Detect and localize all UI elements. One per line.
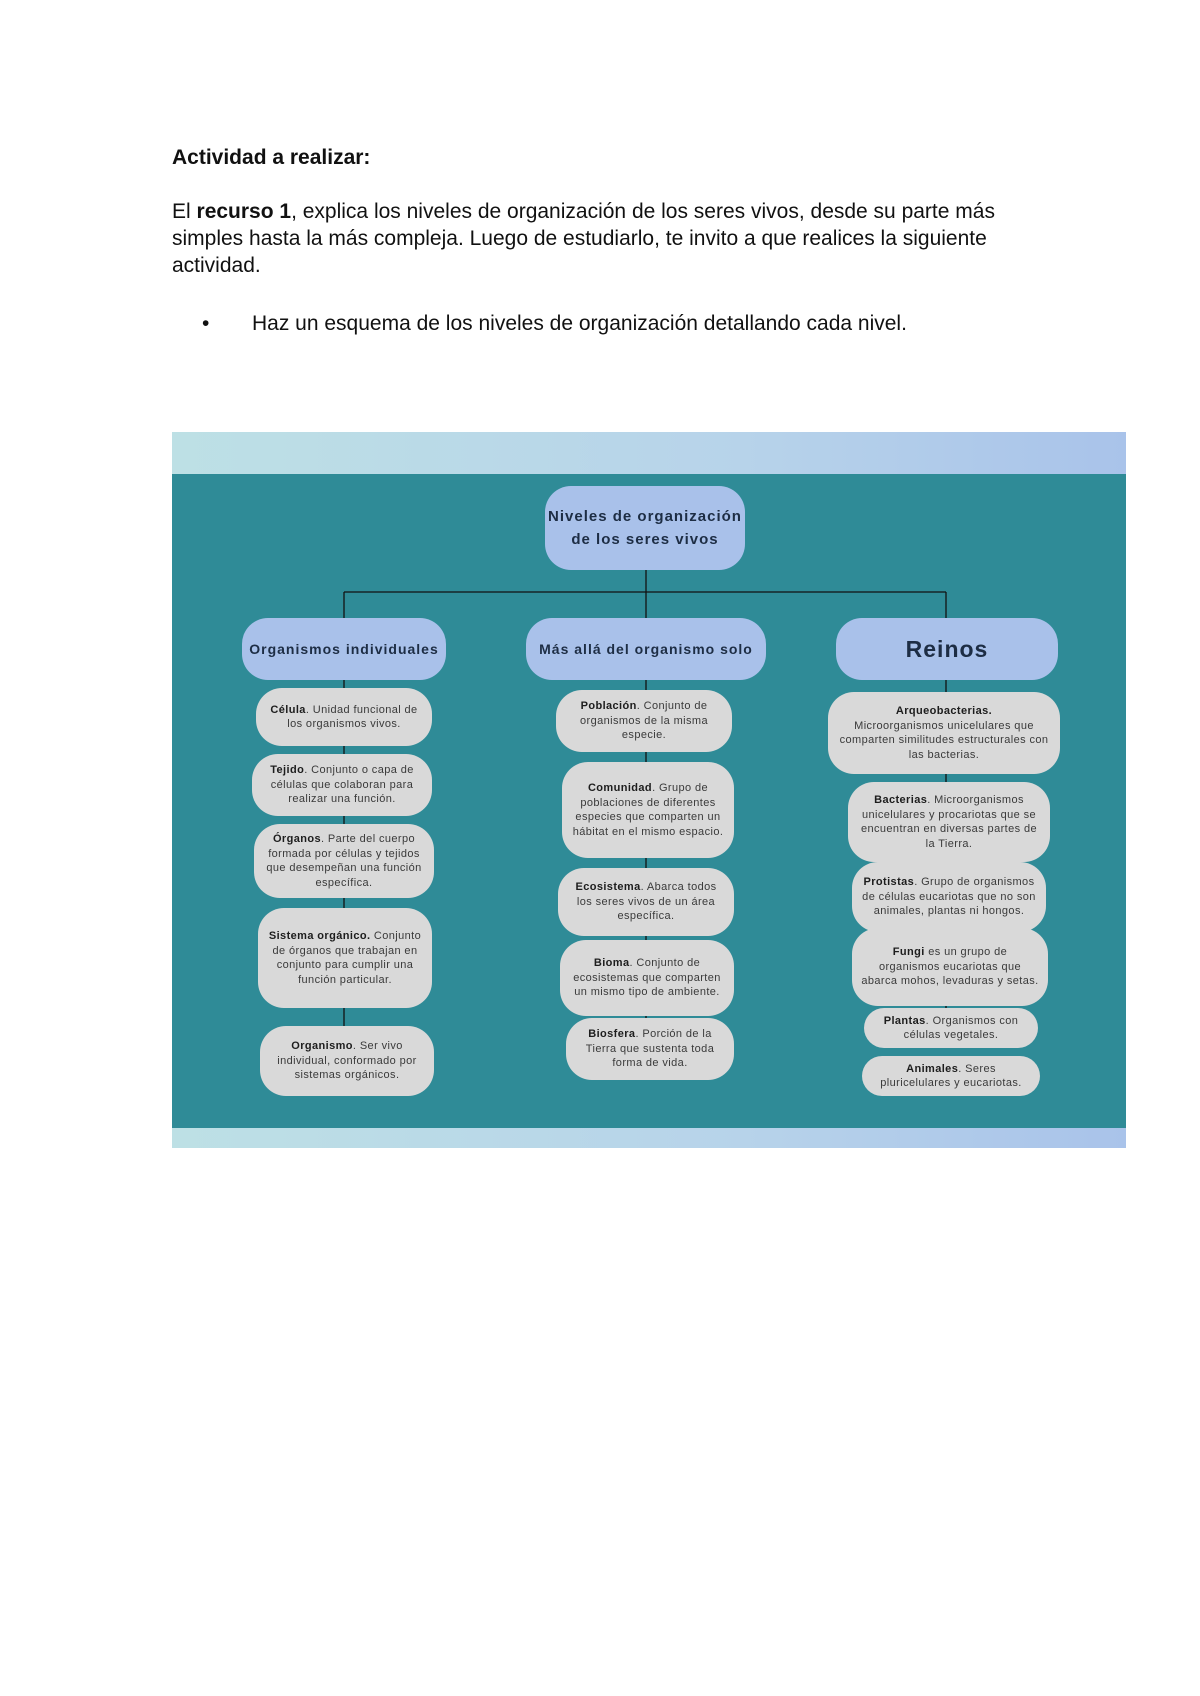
- item-poblacion: [556, 690, 732, 752]
- item-celula: [256, 688, 432, 746]
- item-organismo: [260, 1026, 434, 1096]
- concept-map-image: [172, 432, 1126, 1148]
- intro-suffix: , explica los niveles de organización de los seres vivos, desde su parte más simples hasta la más compleja. Luego de estudiarlo, te invito a que realices la siguiente actividad.: [172, 200, 995, 277]
- item-plantas: [864, 1008, 1038, 1048]
- item-text: Microorganismos unicelulares que comparten similitudes estructurales con las bacterias.: [839, 719, 1049, 761]
- item-protistas: [852, 862, 1046, 932]
- item-term: Animales: [906, 1062, 959, 1075]
- item-text: . Microorganismos unicelulares y procariotas que se encuentran en diversas partes de la Tierra.: [860, 794, 1038, 850]
- intro-resource-link-text: recurso 1: [196, 200, 292, 223]
- item-term: Fungi: [892, 946, 925, 959]
- item-term: Comunidad: [587, 782, 653, 794]
- column-title-mas-alla: Más allá del organismo solo: [526, 618, 766, 680]
- item-term: Ecosistema: [575, 881, 641, 894]
- item-term: Sistema orgánico.: [268, 930, 371, 942]
- item-bacterias: [848, 782, 1050, 862]
- item-text: . Grupo de poblaciones de diferentes especies que comparten un hábitat en el mismo espacio.: [572, 782, 724, 838]
- item-comunidad: [562, 762, 734, 858]
- item-ecosistema: [558, 868, 734, 936]
- activity-heading: Actividad a realizar:: [172, 146, 371, 169]
- item-term: Bioma: [593, 957, 630, 970]
- item-text: . Unidad funcional de los organismos vivos.: [287, 703, 418, 730]
- item-text: . Conjunto de organismos de la misma especie.: [579, 700, 708, 742]
- item-text: . Porción de la Tierra que sustenta toda forma de vida.: [585, 1028, 715, 1070]
- item-biosfera: [566, 1018, 734, 1080]
- item-term: Tejido: [270, 764, 305, 777]
- bullet-text: Haz un esquema de los niveles de organización detallando cada nivel.: [252, 312, 907, 335]
- item-sistema-organico: [258, 908, 432, 1008]
- item-text: Conjunto de órganos que trabajan en conjunto para cumplir una función particular.: [272, 930, 422, 986]
- item-text: . Grupo de organismos de células eucariotas que no son animales, plantas ni hongos.: [862, 876, 1036, 918]
- item-text: . Conjunto o capa de células que colaboran para realizar una función.: [270, 764, 414, 806]
- item-term: Protistas: [863, 876, 915, 889]
- item-fungi: [852, 928, 1048, 1006]
- item-term: Arqueobacterias.: [895, 705, 993, 717]
- item-term: Población: [580, 700, 637, 713]
- item-text: . Organismos con células vegetales.: [903, 1014, 1019, 1041]
- item-text: . Conjunto de ecosistemas que comparten un mismo tipo de ambiente.: [573, 957, 721, 999]
- item-term: Organismo: [291, 1040, 353, 1053]
- item-arqueobacterias: [828, 692, 1060, 774]
- item-term: Bacterias: [874, 794, 928, 806]
- item-animales: [862, 1056, 1040, 1096]
- item-text: es un grupo de organismos eucariotas que abarca mohos, levaduras y setas.: [861, 946, 1039, 988]
- item-text: . Parte del cuerpo formada por células y tejidos que desempeñan una función específica.: [266, 833, 422, 889]
- diagram-title: Niveles de organización de los seres vivos: [545, 486, 745, 570]
- bullet-icon: •: [202, 312, 210, 335]
- item-text: . Seres pluricelulares y eucariotas.: [880, 1062, 1022, 1089]
- column-title-organismos-individuales: Organismos individuales: [242, 618, 446, 680]
- item-term: Biosfera: [588, 1028, 636, 1041]
- intro-paragraph: [172, 198, 1052, 279]
- column-title-reinos: Reinos: [836, 618, 1058, 680]
- item-term: Célula: [270, 703, 306, 716]
- intro-prefix: El: [172, 200, 197, 223]
- item-tejido: [252, 754, 432, 816]
- item-bioma: [560, 940, 734, 1016]
- item-text: . Abarca todos los seres vivos de un área específica.: [576, 881, 717, 923]
- item-term: Órganos: [272, 833, 321, 845]
- item-organos: [254, 824, 434, 898]
- item-text: . Ser vivo individual, conformado por sistemas orgánicos.: [277, 1040, 417, 1082]
- item-term: Plantas: [883, 1014, 926, 1027]
